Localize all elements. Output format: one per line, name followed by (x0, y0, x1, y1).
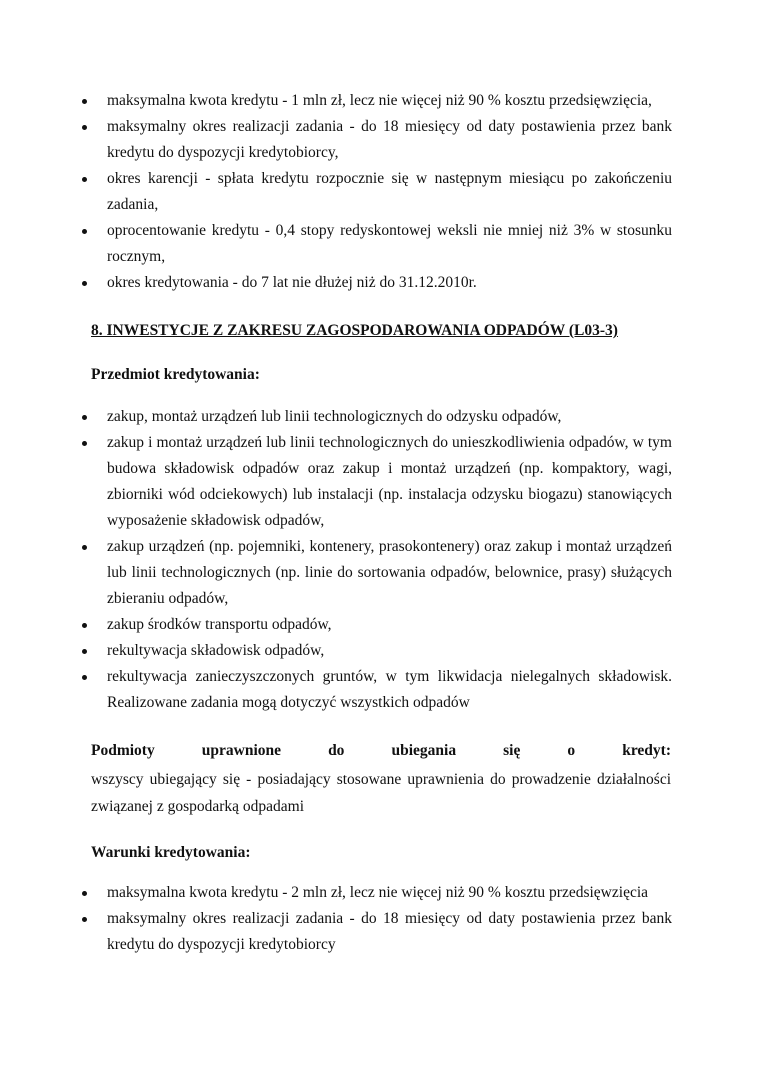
conditions-list (80, 880, 672, 958)
bullet-icon (82, 415, 87, 420)
eligible-heading-word: do (328, 742, 345, 759)
list-item-text: oprocentowanie kredytu - 0,4 stopy redyskontowej weksli nie mniej niż 3% w stosunku rocznym, (107, 222, 672, 265)
list-item (80, 534, 672, 612)
bullet-icon (82, 917, 87, 922)
eligible-heading-word: o (567, 742, 576, 759)
eligible-entities-block (91, 740, 671, 820)
bullet-icon (82, 441, 87, 446)
eligible-text: wszyscy ubiegający się - posiadający stosowane uprawnienia do prowadzenie działalności związanej z gospodarką odpadami (91, 771, 671, 815)
bullet-icon (82, 623, 87, 628)
bullet-icon (82, 675, 87, 680)
list-item-text: zakup i montaż urządzeń lub linii technologicznych do unieszkodliwienia odpadów, w tym budowa składowisk odpadów oraz zakup i montaż urządzeń (np. kompaktory, wagi, zbiorniki wód odciekowych) lub instalacji (np. instalacja odzysku biogazu) stanowiących wyposażenie składowisk odpadów, (107, 434, 672, 529)
bullet-icon (82, 281, 87, 286)
list-item (80, 612, 672, 638)
section-title: 8. INWESTYCJE Z ZAKRESU ZAGOSPODAROWANIA ODPADÓW (L03-3) (91, 322, 618, 339)
bullet-icon (82, 99, 87, 104)
subject-heading: Przedmiot kredytowania: (91, 366, 260, 383)
list-item (80, 270, 672, 296)
list-item (80, 664, 672, 716)
bullet-icon (82, 177, 87, 182)
list-item (80, 218, 672, 270)
list-item-text: maksymalna kwota kredytu - 2 mln zł, lecz nie więcej niż 90 % kosztu przedsięwzięcia (107, 884, 649, 901)
list-item (80, 638, 672, 664)
list-item-text: maksymalna kwota kredytu - 1 mln zł, lecz nie więcej niż 90 % kosztu przedsięwzięcia, (107, 92, 652, 109)
eligible-heading-word: kredyt: (622, 742, 671, 759)
list-item-text: zakup urządzeń (np. pojemniki, kontenery, prasokontenery) oraz zakup i montaż urządzeń lub linii technologicznych (np. linie do sortowania odpadów, belownice, prasy) służących zbieraniu odpadów, (107, 538, 672, 607)
subject-list (80, 404, 672, 716)
list-item (80, 906, 672, 958)
list-item (80, 404, 672, 430)
bullet-icon (82, 125, 87, 130)
previous-conditions-list (80, 88, 672, 296)
list-item (80, 114, 672, 166)
list-item (80, 88, 672, 114)
bullet-icon (82, 649, 87, 654)
bullet-icon (82, 545, 87, 550)
list-item (80, 880, 672, 906)
list-item-text: rekultywacja składowisk odpadów, (107, 642, 325, 659)
bullet-icon (82, 229, 87, 234)
list-item-text: zakup, montaż urządzeń lub linii technologicznych do odzysku odpadów, (107, 408, 562, 425)
list-item-text: maksymalny okres realizacji zadania - do 18 miesięcy od daty postawienia przez bank kredytu do dyspozycji kredytobiorcy, (107, 118, 672, 161)
eligible-heading-word: uprawnione (201, 742, 282, 759)
conditions-heading: Warunki kredytowania: (91, 844, 251, 861)
list-item-text: rekultywacja zanieczyszczonych gruntów, w tym likwidacja nielegalnych składowisk. Realizowane zadania mogą dotyczyć wszystkich odpadów (107, 668, 672, 711)
eligible-heading-word: się (503, 742, 521, 759)
list-item-text: zakup środków transportu odpadów, (107, 616, 332, 633)
list-item-text: okres kredytowania - do 7 lat nie dłużej niż do 31.12.2010r. (107, 274, 477, 291)
bullet-icon (82, 891, 87, 896)
list-item-text: okres karencji - spłata kredytu rozpocznie się w następnym miesiącu po zakończeniu zadania, (107, 170, 672, 213)
eligible-heading-word: ubiegania (391, 742, 457, 759)
eligible-heading (91, 740, 671, 762)
list-item (80, 430, 672, 534)
list-item-text: maksymalny okres realizacji zadania - do 18 miesięcy od daty postawienia przez bank kredytu do dyspozycji kredytobiorcy (107, 910, 672, 953)
eligible-heading-word: Podmioty (91, 742, 155, 759)
list-item (80, 166, 672, 218)
